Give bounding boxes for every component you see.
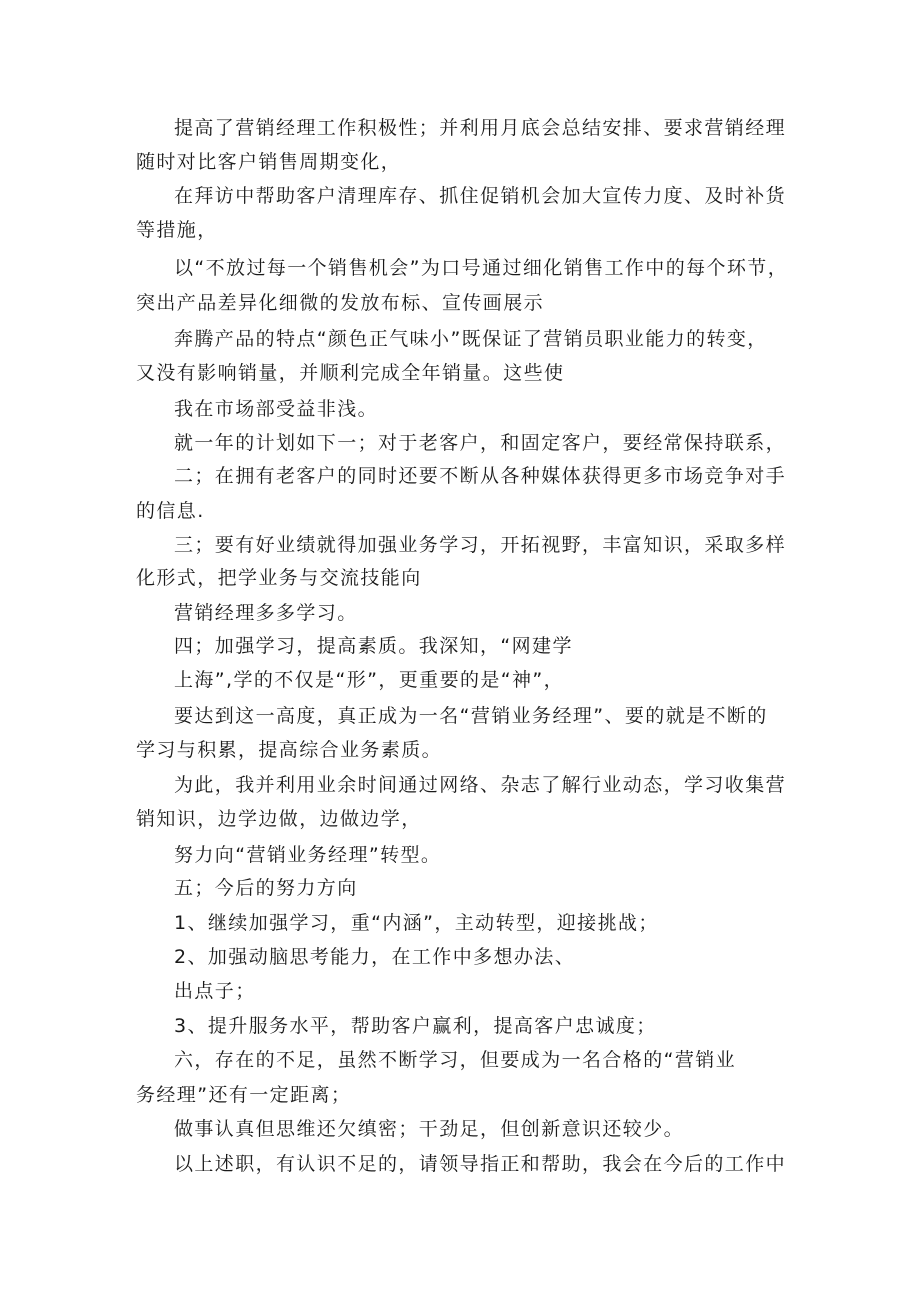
- text-line: 要达到这一高度，真正成为一名“营销业务经理”、要的就是不断的: [174, 705, 768, 727]
- text-line: 3、提升服务水平，帮助客户赢利，提高客户忠诚度；: [174, 1015, 657, 1037]
- text-line: 提高了营销经理工作积极性；并利用月底会总结安排、要求营销经理: [174, 117, 787, 139]
- text-line: 2、加强动脑思考能力，在工作中多想办法、: [174, 946, 576, 968]
- text-line: 务经理”还有一定距离；: [136, 1084, 352, 1106]
- text-line: 就一年的计划如下一；对于老客户，和固定客户，要经常保持联系，: [174, 432, 787, 454]
- text-line: 做事认真但思维还欠缜密；干劲足，但创新意识还较少。: [174, 1118, 685, 1140]
- text-line: 销知识，边学边做，边做边学，: [136, 808, 422, 830]
- text-line: 以“不放过每一个销售机会”为口号通过细化销售工作中的每个环节，: [174, 257, 789, 279]
- text-line: 的信息.: [136, 500, 205, 522]
- text-line: 三；要有好业绩就得加强业务学习，开拓视野，丰富知识，采取多样: [174, 534, 787, 556]
- text-line: 1、继续加强学习，重“内涵”，主动转型，迎接挑战；: [174, 912, 659, 934]
- text-line: 随时对比客户销售周期变化，: [136, 151, 402, 173]
- text-line: 化形式，把学业务与交流技能向: [136, 567, 422, 589]
- text-line: 在拜访中帮助客户清理库存、抓住促销机会加大宣传力度、及时补货: [174, 185, 787, 207]
- text-line: 努力向“营销业务经理”转型。: [174, 844, 442, 866]
- text-line: 营销经理多多学习。: [174, 602, 358, 624]
- text-line: 以上述职，有认识不足的，请领导指正和帮助，我会在今后的工作中: [174, 1153, 787, 1175]
- text-line: 突出产品差异化细微的发放布标、宣传画展示: [136, 292, 545, 314]
- text-line: 又没有影响销量，并顺利完成全年销量。这些使: [136, 362, 565, 384]
- text-line: 学习与积累，提高综合业务素质。: [136, 739, 443, 761]
- text-line: 我在市场部受益非浅。: [174, 398, 379, 420]
- text-line: 五；今后的努力方向: [174, 877, 358, 899]
- text-line: 出点子；: [174, 980, 256, 1002]
- text-line: 奔腾产品的特点“颜色正气味小”既保证了营销员职业能力的转变，: [174, 328, 768, 350]
- text-line: 等措施，: [136, 219, 218, 241]
- text-line: 为此，我并利用业余时间通过网络、杂志了解行业动态，学习收集营: [174, 774, 787, 796]
- text-line: 六，存在的不足，虽然不断学习，但要成为一名合格的“营销业: [174, 1049, 737, 1071]
- text-line: 上海”,学的不仅是“形”，更重要的是“神”，: [174, 669, 565, 691]
- text-line: 四；加强学习，提高素质。我深知，“网建学: [174, 635, 573, 657]
- text-line: 二；在拥有老客户的同时还要不断从各种媒体获得更多市场竞争对手: [174, 465, 787, 487]
